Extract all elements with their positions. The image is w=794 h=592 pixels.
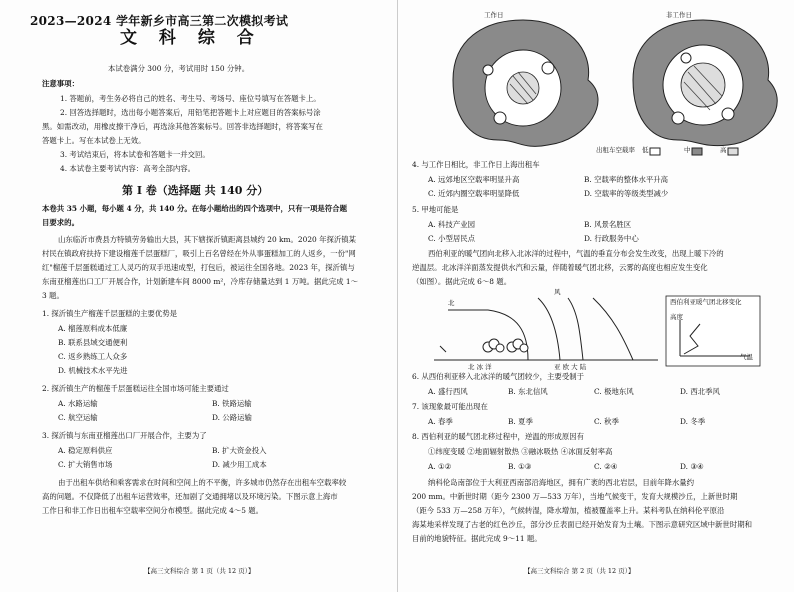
notice-6: 4. 本试卷主要考试内容：高考全部内容。	[60, 164, 196, 173]
notice-5: 3. 考试结束后，将本试卷和答题卡一并交回。	[60, 150, 210, 159]
q8-option-a: A. ①②	[428, 462, 452, 471]
q5-option-c: C. 小型居民点	[428, 234, 476, 243]
q2-option-c: C. 航空运输	[58, 413, 98, 422]
q6-option-b: B. 东北信风	[508, 387, 548, 396]
passage1-line1: 山东临沂市费县方特镇劳务输出大县，其下辖探沂镇距离县城约 20 km。2020 年探沂镇某	[58, 235, 357, 244]
exam-title: 2023—2024 学年新乡市高三第二次模拟考试	[30, 14, 289, 28]
question-6: 6. 从西伯利亚移入北冰洋的暖气团较少，主要受制于	[412, 372, 584, 381]
q6-option-a: A. 盛行西风	[428, 387, 468, 396]
legend-high-swatch	[728, 148, 738, 155]
legend-low-swatch	[650, 148, 660, 155]
q8-option-c: C. ②④	[594, 462, 618, 471]
question-7: 7. 该现象最可能出现在	[412, 402, 488, 411]
legend-high: 高	[720, 146, 727, 154]
notice-3: 黑。如需改动，用橡皮擦干净后，再选涂其他答案标号。回答非选择题时，将答案写在	[42, 122, 323, 131]
footer-left: 【高三文科综合 第 1 页（共 12 页）】	[144, 567, 255, 575]
q5-option-d: D. 行政服务中心	[584, 234, 639, 243]
footer-right: 【高三文科综合 第 2 页（共 12 页）】	[524, 567, 635, 575]
notice-1: 1. 答题前，考生务必将自己的姓名、考生号、考场号、座位号填写在答题卡上。	[60, 94, 321, 103]
passage2-line3: 工作日和非工作日出租车空载率空间分布模型。据此完成 4～5 题。	[42, 506, 264, 515]
notice-title: 注意事项：	[42, 79, 79, 88]
passage3-line3: （如图）。据此完成 6～8 题。	[412, 277, 512, 286]
q1-option-b: B. 联系县域交通便利	[58, 338, 128, 347]
q3-option-a: A. 稳定原料供应	[58, 446, 113, 455]
q3-option-d: D. 减少用工成本	[212, 460, 267, 469]
cloud-icon	[507, 339, 528, 352]
q8-items: ①纬度变暖 ②地面辐射散热 ③融冰吸热 ④冰面反射率高	[428, 447, 613, 456]
q7-option-d: D. 冬季	[680, 417, 706, 426]
passage1-line4: 东南亚榴莲出口工厂开展合作，计划新建车间 8000 m²，冷库存储量达到 1 万吨。据此完成 1～	[42, 277, 358, 286]
q6-option-d: D. 西北季风	[680, 387, 720, 396]
fig-temp-label: 气温	[740, 353, 753, 361]
passage4-line1: 纳科伦岛南部位于大利亚西南部沿海地区，拥有广袤的西北岩层，目前年降水量约	[428, 478, 695, 487]
page-right	[397, 0, 794, 592]
passage4-line3: （距今 533 万—258 万年），气候转湿，降水增加，植被覆盖率上升。某科考队在纳科伦平原沿	[412, 506, 725, 515]
workday-map	[453, 20, 598, 146]
map-label-nonworkday: 非工作日	[666, 11, 692, 19]
question-8: 8. 西伯利亚的暖气团北移过程中，逆温的形成原因有	[412, 432, 584, 441]
passage1-line2: 村民在镇政府扶持下建设榴莲千层蛋糕厂，吸引上百名曾经在外从事蛋糕加工的人返乡，一份"网	[42, 249, 356, 258]
passage4-line2: 200 mm。中新世时期（距今 2300 万—533 万年），当地气候变干，发育大规模沙丘，上新世时期	[412, 492, 738, 501]
q8-option-b: B. ①③	[508, 462, 532, 471]
fig-north-label: 北	[448, 299, 455, 307]
q2-option-d: D. 公路运输	[212, 413, 252, 422]
question-4: 4. 与工作日相比，非工作日上海出租车	[412, 160, 540, 169]
q2-option-b: B. 铁路运输	[212, 399, 252, 408]
q3-option-c: C. 扩大销售市场	[58, 460, 113, 469]
notice-2: 2. 回答选择题时，选出每小题答案后，用铅笔把答题卡上对应题目的答案标号涂	[60, 108, 321, 117]
taxi-vacancy-maps	[428, 10, 788, 160]
section-title: 第 Ⅰ 卷（选择题 共 140 分）	[122, 184, 269, 197]
q4-option-d: D. 空载率的等级类型减少	[584, 189, 669, 198]
q1-option-c: C. 返乡熟练工人众多	[58, 352, 128, 361]
question-3: 3. 探沂镇与东南亚榴莲出口厂开展合作，主要为了	[42, 431, 207, 440]
q8-option-d: D. ③④	[680, 462, 704, 471]
legend-low: 低	[642, 146, 649, 154]
cloud-icon	[483, 339, 504, 352]
fig-ocean-label: 北 冰 洋	[468, 363, 492, 371]
q2-option-a: A. 水路运输	[58, 399, 98, 408]
fig-wind-label: 风	[554, 288, 561, 296]
legend-mid-swatch	[692, 148, 702, 155]
notice-4: 答题卡上。写在本试卷上无效。	[42, 136, 146, 145]
q7-option-b: B. 夏季	[508, 417, 533, 426]
q4-option-c: C. 近郊内圈空载率明显降低	[428, 189, 520, 198]
section-desc-1: 本卷共 35 小题，每小题 4 分，共 140 分。在每小题给出的四个选项中，只有一项是符合题	[42, 204, 347, 213]
section-desc-2: 目要求的。	[42, 218, 79, 227]
map-label-workday: 工作日	[484, 11, 504, 19]
legend-mid: 中	[684, 146, 691, 154]
q1-option-d: D. 机械技术水平先进	[58, 366, 128, 375]
non-workday-map	[633, 20, 777, 146]
passage3-line2: 逆温层。北冰洋洋面蒸发提供水汽和云量，伴随着暖气团北移，云雾的高度也相应发生变化	[412, 263, 708, 272]
q1-option-a: A. 榴莲原料成本低廉	[58, 324, 128, 333]
passage2-line2: 高的问题。不仅降低了出租车运营效率，还加剧了交通拥堵以及环境污染。下图示意上海市	[42, 492, 338, 501]
q5-option-b: B. 风景名胜区	[584, 220, 632, 229]
passage1-line3: 红"榴莲千层蛋糕通过工人灵巧的双手迅速成型，打包后，被运往全国各地。2023 年，探沂镇与	[42, 263, 355, 272]
q7-option-a: A. 春季	[428, 417, 453, 426]
q4-option-a: A. 远郊地区空载率明显升高	[428, 175, 520, 184]
q7-option-c: C. 秋季	[594, 417, 619, 426]
question-5: 5. 甲地可能是	[412, 205, 459, 214]
q3-option-b: B. 扩大资金投入	[212, 446, 267, 455]
fig-land-label: 亚 欧 大 陆	[554, 363, 587, 371]
question-1: 1. 探沂镇生产榴莲千层蛋糕的主要优势是	[42, 309, 178, 318]
passage4-line5: 目前的地貌特征。据此完成 9～11 题。	[412, 534, 542, 543]
legend-title: 出租车空载率	[596, 146, 635, 154]
passage3-line1: 西伯利亚的暖气团向北移入北冰洋的过程中，气温的垂直分布会发生改变，出现上暖下冷的	[428, 249, 724, 258]
score-note: 本试卷满分 300 分，考试用时 150 分钟。	[108, 64, 250, 73]
exam-subtitle: 文 科 综 合	[120, 28, 262, 48]
fig-height-label: 高度	[670, 313, 683, 321]
passage2-line1: 由于出租车供给和乘客需求在时间和空间上的不平衡，许多城市仍然存在出租车空载率较	[58, 478, 347, 487]
q6-option-c: C. 极地东风	[594, 387, 634, 396]
q4-option-b: B. 空载率的整体水平升高	[584, 175, 669, 184]
question-2: 2. 探沂镇生产的榴莲千层蛋糕运往全国市场可能主要通过	[42, 384, 229, 393]
passage1-line5: 3 题。	[42, 291, 64, 300]
q5-option-a: A. 科技产业园	[428, 220, 475, 229]
passage4-line4: 海某地采样发现了古老的红色沙丘，部分沙丘表面已经开始发育为土壤。下图示意研究区域中新世时期和	[412, 520, 752, 529]
fig-inset-title: 西伯利亚暖气团北移变化	[670, 298, 742, 306]
